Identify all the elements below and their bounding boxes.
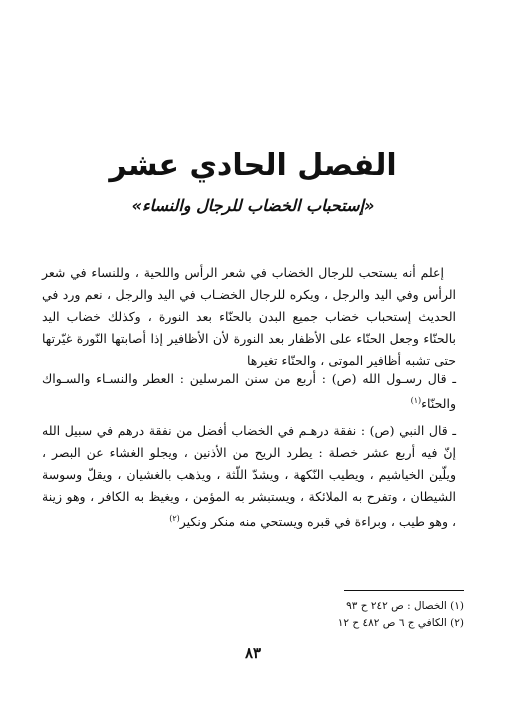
page-number: ٨٣ [244,644,262,662]
footnote-ref-2: (٢) [169,514,180,523]
paragraph-hadith-1-text: ـ قال رسـول الله (ص) : أربع من سنن المرسلين : العطر والنسـاء والسـواك والحنّاء [42,371,456,412]
paragraph-intro-text: إعلم أنه يستحب للرجال الخضاب في شعر الرأس واللحية ، وللنساء في شعر الرأس وفي اليد والرجل ، ويكره للرجال الخضـاب في اليد والرجل ، نعم ورد في الحديث إستحباب خضاب جميع البدن بالحنّاء بعد النورة ، وكذلك خضاب اليد بالحنّاء وجعل الحنّاء على الأظفار بعد النورة لأن الأظافير إذا أصابتها النّورة غيّرتها حتى تشبه أظافير الموتى ، والحنّاء تغيرها [42,265,456,368]
footnote-item: (٢) الكافي ج ٦ ص ٤٨٢ ح ١٢ [337,617,464,629]
paragraph-intro [42,262,456,372]
footnote-ref-1: (١) [410,396,422,405]
chapter-title: الفصل الحادي عشر [109,148,397,183]
footnotes-list [164,598,464,632]
paragraph-hadith-1 [42,368,456,415]
paragraph-hadith-2 [42,420,456,533]
footnote-divider [344,590,464,591]
chapter-subtitle: «إستحباب الخضاب للرجال والنساء» [131,196,375,215]
footnote-item: (١) الخصال : ص ٢٤٢ ح ٩٣ [346,600,464,612]
paragraph-hadith-2-text: ـ قال النبي (ص) : نفقة درهـم في الخضاب أفضل من نفقة درهم في سبيل الله إنّ فيه أربع عشر خصلة : يطرد الريح من الأذنين ، ويجلو الغشاء عن البصر ، ويلّين الخياشيم ، ويطيب النّكهة ، ويشدّ اللّثة ، ويذهب بالغشيان ، ويقلّ وسوسة الشيطان ، وتفرح به الملائكة ، ويستبشر به المؤمن ، ويغيظ به الكافر ، وهو زينة ، وهو طيب ، وبراءة في قبره ويستحي منه منكر ونكير [42,423,456,530]
